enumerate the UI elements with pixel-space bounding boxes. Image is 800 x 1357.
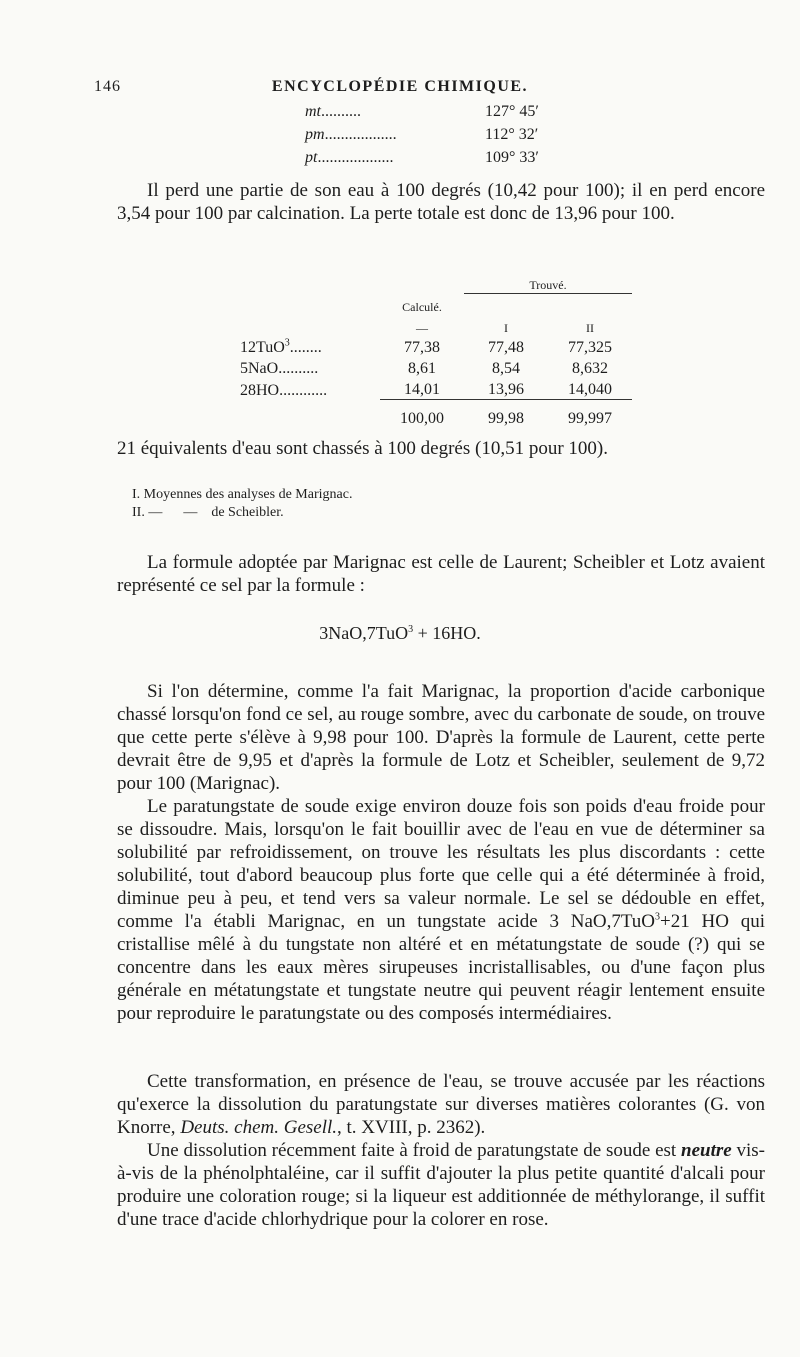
footnotes <box>132 486 352 522</box>
paragraph-text: vis-à-vis de la phénolphtaléine, car il suffit d'ajouter la plus petite quantité d'alcali pour produire une coloration rouge; si la liqueur est additionnée de méthylorange, il suffit d'une trace d'acide chlorhydrique pour la colorer en rose. <box>117 1140 765 1230</box>
row-formula: 12TuO <box>240 339 285 356</box>
leader-dots: ........ <box>289 339 322 356</box>
head-trouve: Trouvé. <box>529 278 567 292</box>
paragraph-water-loss <box>117 179 765 225</box>
row-label <box>240 378 380 400</box>
angle-row-pm <box>305 123 565 146</box>
paragraph-text: Cette transformation, en présence de l'eau, se trouve accusée par les réactions qu'exerce la dissolution du paratungstate sur diverses matières colorantes (G. von Knorre, <box>117 1071 765 1138</box>
paragraph-paratungstate <box>117 795 765 1025</box>
paragraph-marignac <box>117 680 765 795</box>
formula-sup: 3 <box>408 624 414 635</box>
paragraph-text: +21 HO qui cristallise mêlé à du tungstate non altéré et en métatungstate de soude (?) qui se concentre dans les eaux mères sirupeuses incristallisables, ou d'une façon plus générale en métatungstate et tungstate neutre qui peuvent réagir lentement ensuite pour reproduire le paratungstate ou des composés intermédiaires. <box>117 911 765 1024</box>
paragraph-text: Il perd une partie de son eau à 100 degrés (10,42 pour 100); il en perd encore 3,54 pour 100 par calcination. La perte totale est donc de 13,96 pour 100. <box>117 180 765 224</box>
leader-dots: .......... <box>321 103 361 120</box>
footnote-text: — — de Scheibler. <box>148 505 284 520</box>
angle-value: 127° 45′ <box>485 103 539 120</box>
emphasis-word: neutre <box>681 1140 732 1161</box>
head-col-1: I <box>504 321 508 335</box>
angle-value: 112° 32′ <box>485 126 539 143</box>
citation-title: Deuts. chem. Gesell. <box>180 1117 338 1138</box>
formula-part: 3NaO,7TuO <box>319 623 409 643</box>
table-head-row <box>240 294 632 316</box>
formula-display <box>0 623 800 644</box>
cell-calc: 14,01 <box>404 381 440 398</box>
row-label <box>240 357 380 378</box>
paragraph-text: , t. XVIII, p. 2362). <box>337 1117 486 1138</box>
paragraph-equivalents <box>117 437 765 460</box>
leader-dots: .................. <box>324 126 397 143</box>
trouve-brace <box>464 294 632 316</box>
paragraph-text: 21 équivalents d'eau sont chassés à 100 degrés (10,51 pour 100). <box>117 438 608 459</box>
cell-t1: 13,96 <box>488 381 524 398</box>
table-total-row <box>240 400 632 429</box>
head-calcule: Calculé. <box>402 300 442 314</box>
angle-label: mt <box>305 103 321 120</box>
cell-t2: 77,325 <box>568 339 612 356</box>
angle-list <box>305 100 565 169</box>
paragraph-text: Le paratungstate de soude exige environ douze fois son poids d'eau froide pour se dissoudre. Mais, lorsqu'on le fait bouillir avec de l'eau en vue de déterminer sa solubilité par refroidissement, on trouve les résultats les plus discordants : cette solubilité, tout d'abord beaucoup plus forte que celle qui a été déterminée à froid, diminue peu à peu, et tend vers sa valeur normale. Le sel se dédouble en effet, comme l'a établi Marignac, en un tungstate acide 3 NaO,7TuO <box>117 796 765 932</box>
table-row <box>240 336 632 357</box>
formula-sup: 3 <box>655 911 661 923</box>
cell-calc: 8,61 <box>408 360 436 377</box>
paragraph-formule <box>117 551 765 597</box>
table-head-row <box>240 315 632 336</box>
page-header <box>0 78 800 100</box>
footnote-number: I. <box>132 487 141 502</box>
paragraph-text: Si l'on détermine, comme l'a fait Marignac, la proportion d'acide carbonique chassé lorsqu'on fond ce sel, au rouge sombre, avec du carbonate de soude, on trouve que cette perte s'élève à 9,98 pour 100. D'après la formule de Laurent, cette perte devrait être de 9,95 et d'après la formule de Lotz et Scheibler, seulement de 9,72 pour 100 (Marignac). <box>117 681 765 794</box>
cell-t2: 8,632 <box>572 360 608 377</box>
total-t1: 99,98 <box>464 400 548 429</box>
cell-t1: 77,48 <box>488 339 524 356</box>
angle-row-mt <box>305 100 565 123</box>
running-title: ENCYCLOPÉDIE CHIMIQUE. <box>271 78 529 95</box>
footnote-text: Moyennes des analyses de Marignac. <box>143 487 353 502</box>
head-col-2: II <box>586 321 594 335</box>
angle-row-pt <box>305 146 565 169</box>
cell-t1: 8,54 <box>492 360 520 377</box>
leader-dots: .......... <box>278 360 319 377</box>
angle-label: pt <box>305 149 318 166</box>
row-formula: 5NaO <box>240 360 279 377</box>
total-t2: 99,997 <box>548 400 632 429</box>
angle-label: pm <box>305 126 325 143</box>
paragraph-text: La formule adoptée par Marignac est celle de Laurent; Scheibler et Lotz avaient représenté ce sel par la formule : <box>117 552 765 596</box>
analysis-table <box>240 272 632 428</box>
paragraph-text: Une dissolution récemment faite à froid de paratungstate de soude est <box>147 1140 681 1161</box>
footnote-number: II. <box>132 505 145 520</box>
leader-dots: ................... <box>317 149 394 166</box>
table-row <box>240 357 632 378</box>
paragraph-transformation <box>117 1070 765 1139</box>
row-formula: 28HO <box>240 381 280 399</box>
footnote <box>132 486 352 504</box>
footnote <box>132 504 352 522</box>
angle-value: 109° 33′ <box>485 149 539 166</box>
cell-calc: 77,38 <box>404 339 440 356</box>
table-row <box>240 378 632 400</box>
total-calc: 100,00 <box>380 400 464 429</box>
formula-part: + 16HO. <box>413 623 481 643</box>
row-label <box>240 336 380 357</box>
leader-dots: ............ <box>279 381 328 399</box>
page-number: 146 <box>94 78 121 95</box>
paragraph-neutre <box>117 1139 765 1231</box>
head-dash: — <box>416 321 428 335</box>
table-head-row <box>240 272 632 294</box>
row-formula-sup: 3 <box>284 337 290 349</box>
cell-t2: 14,040 <box>568 381 612 398</box>
